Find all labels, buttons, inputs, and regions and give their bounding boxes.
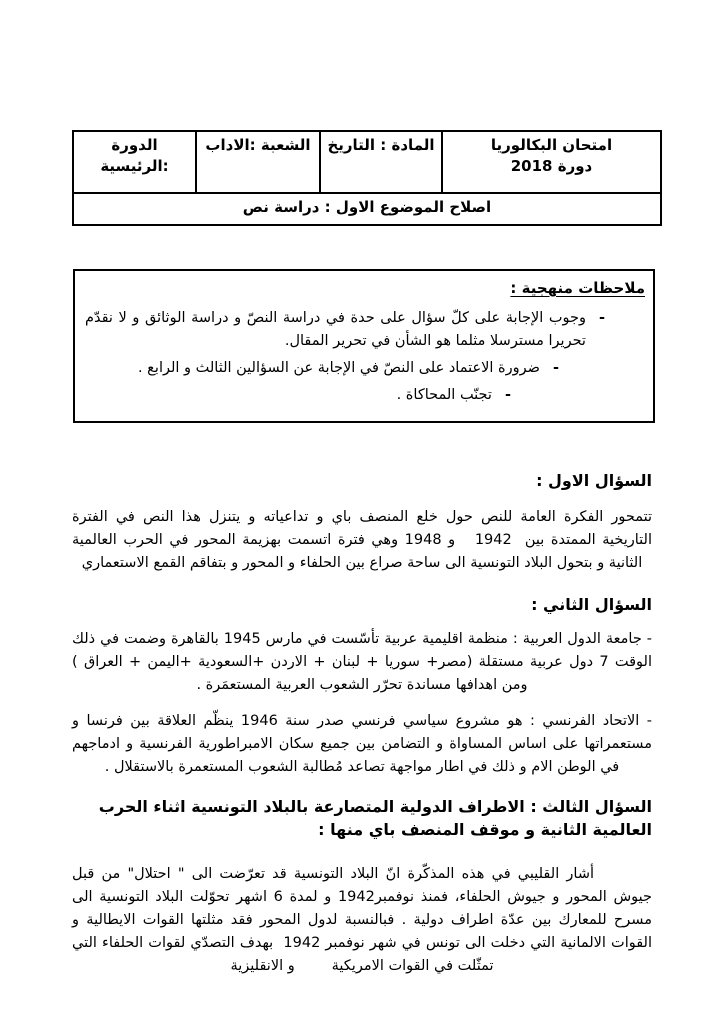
exam-title: امتحان البكالوريا xyxy=(490,136,613,154)
dash-marker: - xyxy=(552,360,559,376)
question-3-answer: أشار القليبي في هذه المذكّرة انّ البلاد التونسية قد تعرّضت الى " احتلال" من قبل جيوش المحور و جيوش الحلفاء، فمنذ نوفمبر1942 و لمدة 6 اشهر تحوّلت البلاد التونسية الى مسرح للمعارك بين عدّة اطراف دولية . فبالنسبة لدول المحور فقد مثلتها القوات الايطالية و القوات الالمانية التي دخلت الى تونس في شهر نوفمبر 1942 بهدف التصدّي لقوات الحلفاء التي تمثّلت في القوات الامريكية و الانقليزية xyxy=(72,866,652,974)
exam-session-year: دورة 2018 xyxy=(510,157,593,175)
dash-marker: - xyxy=(598,310,605,326)
dash-marker: - xyxy=(504,386,511,403)
question-2-definition-arab-league: - جامعة الدول العربية : منظمة اقليمية عربية تأسّست في مارس 1945 بالقاهرة وضمت في ذلك الوقت 7 دول عربية مستقلة (مصر+ سوريا + لبنان + الاردن +السعودية +اليمن + العراق ) ومن اهدافها مساندة تحرّر الشعوب العربية المستعمَرة . xyxy=(72,631,652,693)
methodological-notes-box xyxy=(73,269,655,423)
session-cell: الدورة :الرئيسية xyxy=(73,131,196,193)
subject-cell: المادة : التاريخ xyxy=(320,131,442,193)
notes-title: ملاحظات منهجية : xyxy=(510,279,645,297)
note-item-text: وجوب الإجابة على كلّ سؤال على حدة في دراسة النصّ و دراسة الوثائق و لا نقدّم تحريرا مسترسلا مثلما هو الشأن في تحرير المقال. xyxy=(85,310,586,349)
section-heading-question-2: السؤال الثاني : xyxy=(531,595,652,614)
header-row xyxy=(73,131,661,193)
note-item-text: ضرورة الاعتماد على النصّ في الإجابة عن السؤالين الثالث و الرابع . xyxy=(137,360,540,376)
section-heading-question-3: السؤال الثالث : الاطراف الدولية المتصارعة بالبلاد التونسية اثناء الحرب العالمية الثانية و موقف المنصف باي منها : xyxy=(98,797,652,839)
correction-title-cell: اصلاح الموضوع الاول : دراسة نص xyxy=(73,193,661,225)
question-1-answer: تتمحور الفكرة العامة للنص حول خلع المنصف باي و تداعياته و يتنزل هذا النص في الفترة التاريخية الممتدة بين 1942 و 1948 وهي فترة اتسمت بهزيمة المحور في الحرب العالمية الثانية و بتحول البلاد التونسية الى ساحة صراع بين الحلفاء و المحور و بتفاقم القمع الاستعماري xyxy=(72,509,652,571)
question-2-definition-french-union: - الاتحاد الفرنسي : هو مشروع سياسي فرنسي صدر سنة 1946 ينظّم العلاقة بين فرنسا و مستعمراتها على اساس المساواة و التضامن بين جميع سكان الامبراطورية الفرنسية و ادماجهم في الوطن الام و ذلك في اطار مواجهة تصاعد مُطالبة الشعوب المستعمرة بالاستقلال . xyxy=(72,713,652,775)
exam-cell xyxy=(442,131,661,193)
correction-title-row xyxy=(73,193,661,225)
branch-cell: الشعبة :الاداب xyxy=(196,131,320,193)
section-heading-question-1: السؤال الاول : xyxy=(536,471,652,490)
note-item xyxy=(85,384,511,407)
exam-header-table xyxy=(72,130,662,226)
note-item xyxy=(85,307,605,352)
note-item xyxy=(85,357,559,380)
page-content xyxy=(72,0,652,978)
note-item-text: تجنّب المحاكاة . xyxy=(396,386,492,403)
